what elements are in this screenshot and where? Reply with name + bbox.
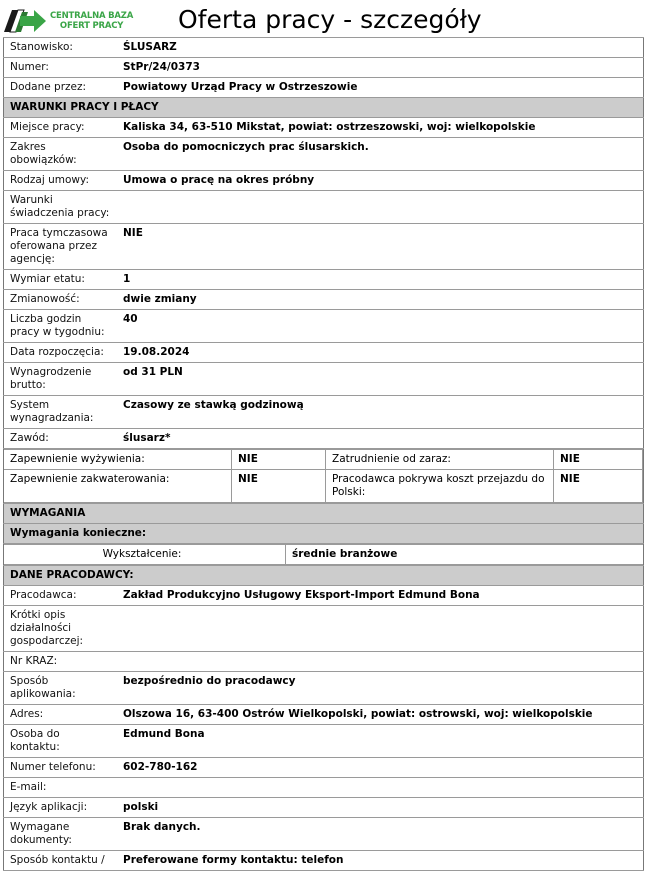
field-label: Osoba do kontaktu: xyxy=(4,725,118,758)
logo-text xyxy=(50,12,133,31)
logo-line-2: OFERT PRACY xyxy=(59,20,124,31)
detail-row xyxy=(4,586,644,606)
detail-row xyxy=(4,396,644,429)
field-label: Dodane przez: xyxy=(4,78,118,98)
field-value: ślusarz* xyxy=(117,429,644,449)
detail-row xyxy=(4,606,644,652)
benefit-label: Zapewnienie zakwaterowania: xyxy=(4,470,232,503)
benefits-table xyxy=(4,449,644,504)
detail-row xyxy=(4,191,644,224)
detail-row xyxy=(4,851,644,871)
section-heading: DANE PRACODAWCY: xyxy=(4,566,644,586)
detail-row xyxy=(4,363,644,396)
requirement-value: średnie branżowe xyxy=(286,545,644,565)
requirement-label: Wykształcenie: xyxy=(4,545,286,565)
field-value: Edmund Bona xyxy=(117,725,644,758)
field-value: Olszowa 16, 63-400 Ostrów Wielkopolski, powiat: ostrowski, woj: wielkopolskie xyxy=(117,705,644,725)
section-heading: Wymagania konieczne: xyxy=(4,524,644,544)
field-label: Warunki świadczenia pracy: xyxy=(4,191,118,224)
field-label: Numer: xyxy=(4,58,118,78)
section-conditions-header xyxy=(4,98,644,118)
offer-document xyxy=(3,37,644,871)
detail-row xyxy=(4,38,644,58)
detail-row xyxy=(4,290,644,310)
benefit-value: NIE xyxy=(232,450,326,470)
field-value: Zakład Produkcyjno Usługowy Eksport-Import Edmund Bona xyxy=(117,586,644,606)
benefit-label: Zapewnienie wyżywienia: xyxy=(4,450,232,470)
detail-row xyxy=(4,725,644,758)
detail-row xyxy=(4,343,644,363)
field-value xyxy=(117,191,644,224)
detail-row xyxy=(4,118,644,138)
detail-row xyxy=(4,78,644,98)
field-value: Kaliska 34, 63-510 Mikstat, powiat: ostrzeszowski, woj: wielkopolskie xyxy=(117,118,644,138)
detail-row xyxy=(4,138,644,171)
detail-row xyxy=(4,171,644,191)
field-value: Preferowane formy kontaktu: telefon xyxy=(117,851,644,871)
requirement-row xyxy=(4,545,643,565)
field-label: Krótki opis działalności gospodarczej: xyxy=(4,606,118,652)
section-heading: WYMAGANIA xyxy=(4,504,644,524)
section-requirements-subheader xyxy=(4,524,644,544)
field-value: bezpośrednio do pracodawcy xyxy=(117,672,644,705)
detail-row xyxy=(4,270,644,290)
field-value: NIE xyxy=(117,224,644,270)
benefit-row xyxy=(4,450,643,470)
field-label: Miejsce pracy: xyxy=(4,118,118,138)
benefit-label: Pracodawca pokrywa koszt przejazdu do Polski: xyxy=(326,470,554,503)
field-label: Pracodawca: xyxy=(4,586,118,606)
detail-row xyxy=(4,818,644,851)
detail-row xyxy=(4,778,644,798)
logo-line-1: CENTRALNA BAZA xyxy=(50,11,134,21)
detail-row xyxy=(4,58,644,78)
field-label: Adres: xyxy=(4,705,118,725)
detail-row xyxy=(4,672,644,705)
logo-icon xyxy=(4,7,50,33)
field-value: dwie zmiany xyxy=(117,290,644,310)
field-label: System wynagradzania: xyxy=(4,396,118,429)
field-value: Powiatowy Urząd Pracy w Ostrzeszowie xyxy=(117,78,644,98)
benefit-label: Zatrudnienie od zaraz: xyxy=(326,450,554,470)
offer-table xyxy=(3,37,644,871)
detail-row xyxy=(4,429,644,449)
detail-row xyxy=(4,310,644,343)
field-label: Liczba godzin pracy w tygodniu: xyxy=(4,310,118,343)
field-label: Wynagrodzenie brutto: xyxy=(4,363,118,396)
field-label: Stanowisko: xyxy=(4,38,118,58)
field-label: Data rozpoczęcia: xyxy=(4,343,118,363)
field-value xyxy=(117,606,644,652)
field-label: Wymagane dokumenty: xyxy=(4,818,118,851)
field-value xyxy=(117,652,644,672)
detail-row xyxy=(4,224,644,270)
field-label: Wymiar etatu: xyxy=(4,270,118,290)
page-header xyxy=(0,0,647,36)
field-label: Numer telefonu: xyxy=(4,758,118,778)
field-value: Brak danych. xyxy=(117,818,644,851)
requirements-table xyxy=(4,544,644,566)
field-label: Sposób aplikowania: xyxy=(4,672,118,705)
field-label: Rodzaj umowy: xyxy=(4,171,118,191)
section-requirements-header xyxy=(4,504,644,524)
benefit-value: NIE xyxy=(554,450,643,470)
field-label: Zawód: xyxy=(4,429,118,449)
field-value: Czasowy ze stawką godzinową xyxy=(117,396,644,429)
field-label: Zmianowość: xyxy=(4,290,118,310)
field-label: Praca tymczasowa oferowana przez agencję: xyxy=(4,224,118,270)
field-label: Nr KRAZ: xyxy=(4,652,118,672)
logo xyxy=(4,7,144,33)
field-value: StPr/24/0373 xyxy=(117,58,644,78)
field-value: ŚLUSARZ xyxy=(117,38,644,58)
detail-row xyxy=(4,758,644,778)
detail-row xyxy=(4,652,644,672)
field-value: 1 xyxy=(117,270,644,290)
page-title: Oferta pracy - szczegóły xyxy=(178,5,482,34)
benefit-value: NIE xyxy=(232,470,326,503)
section-heading: WARUNKI PRACY I PŁACY xyxy=(4,98,644,118)
field-value: 19.08.2024 xyxy=(117,343,644,363)
field-label: Sposób kontaktu / xyxy=(4,851,118,871)
field-value: Osoba do pomocniczych prac ślusarskich. xyxy=(117,138,644,171)
benefit-row xyxy=(4,470,643,503)
field-label: Język aplikacji: xyxy=(4,798,118,818)
field-label: Zakres obowiązków: xyxy=(4,138,118,171)
detail-row xyxy=(4,798,644,818)
field-value: Umowa o pracę na okres próbny xyxy=(117,171,644,191)
field-value: polski xyxy=(117,798,644,818)
field-value xyxy=(117,778,644,798)
section-employer-header xyxy=(4,566,644,586)
benefit-value: NIE xyxy=(554,470,643,503)
field-value: 602-780-162 xyxy=(117,758,644,778)
detail-row xyxy=(4,705,644,725)
field-value: 40 xyxy=(117,310,644,343)
field-label: E-mail: xyxy=(4,778,118,798)
field-value: od 31 PLN xyxy=(117,363,644,396)
